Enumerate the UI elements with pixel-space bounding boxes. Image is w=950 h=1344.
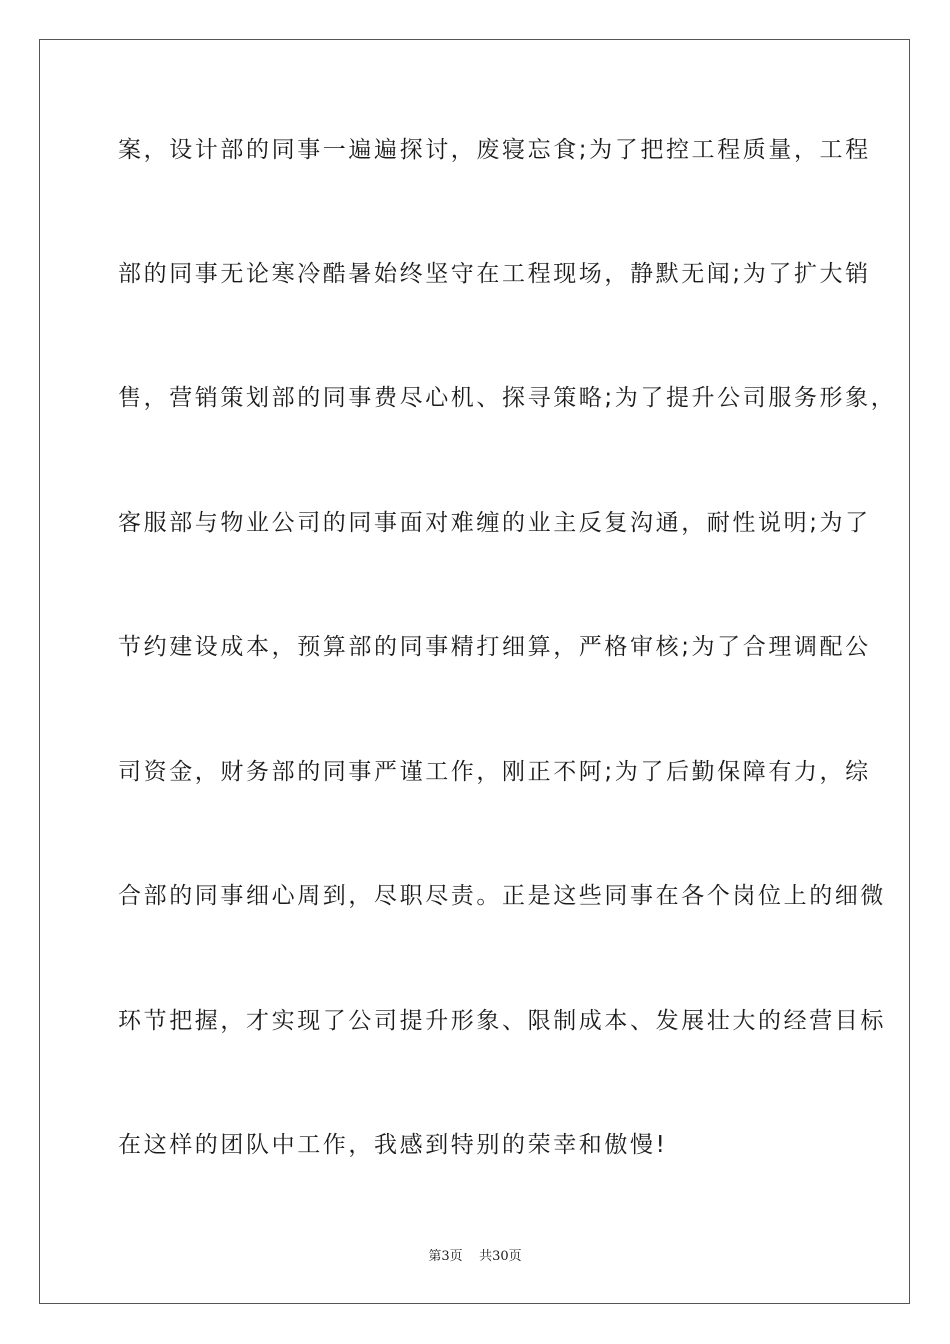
page-total: 共30页 <box>479 1249 522 1264</box>
text-line: 案，设计部的同事一遍遍探讨，废寝忘食;为了把控工程质量，工程 <box>118 137 871 163</box>
text-line: 司资金，财务部的同事严谨工作，刚正不阿;为了后勤保障有力，综 <box>118 759 871 785</box>
text-line: 合部的同事细心周到，尽职尽责。正是这些同事在各个岗位上的细微 <box>118 883 886 909</box>
text-line: 在这样的团队中工作，我感到特别的荣幸和傲慢! <box>118 1132 668 1158</box>
page-number: 第3页 <box>428 1249 463 1264</box>
page-footer <box>0 1245 950 1264</box>
text-line: 节约建设成本，预算部的同事精打细算，严格审核;为了合理调配公 <box>118 634 871 660</box>
text-line: 售，营销策划部的同事费尽心机、探寻策略;为了提升公司服务形象， <box>118 385 897 411</box>
text-line: 部的同事无论寒冷酷暑始终坚守在工程现场，静默无闻;为了扩大销 <box>118 261 871 287</box>
text-line: 环节把握，才实现了公司提升形象、限制成本、发展壮大的经营目标 <box>118 1008 886 1034</box>
page-border <box>39 39 910 1304</box>
text-line: 客服部与物业公司的同事面对难缠的业主反复沟通，耐性说明;为了 <box>118 510 871 536</box>
